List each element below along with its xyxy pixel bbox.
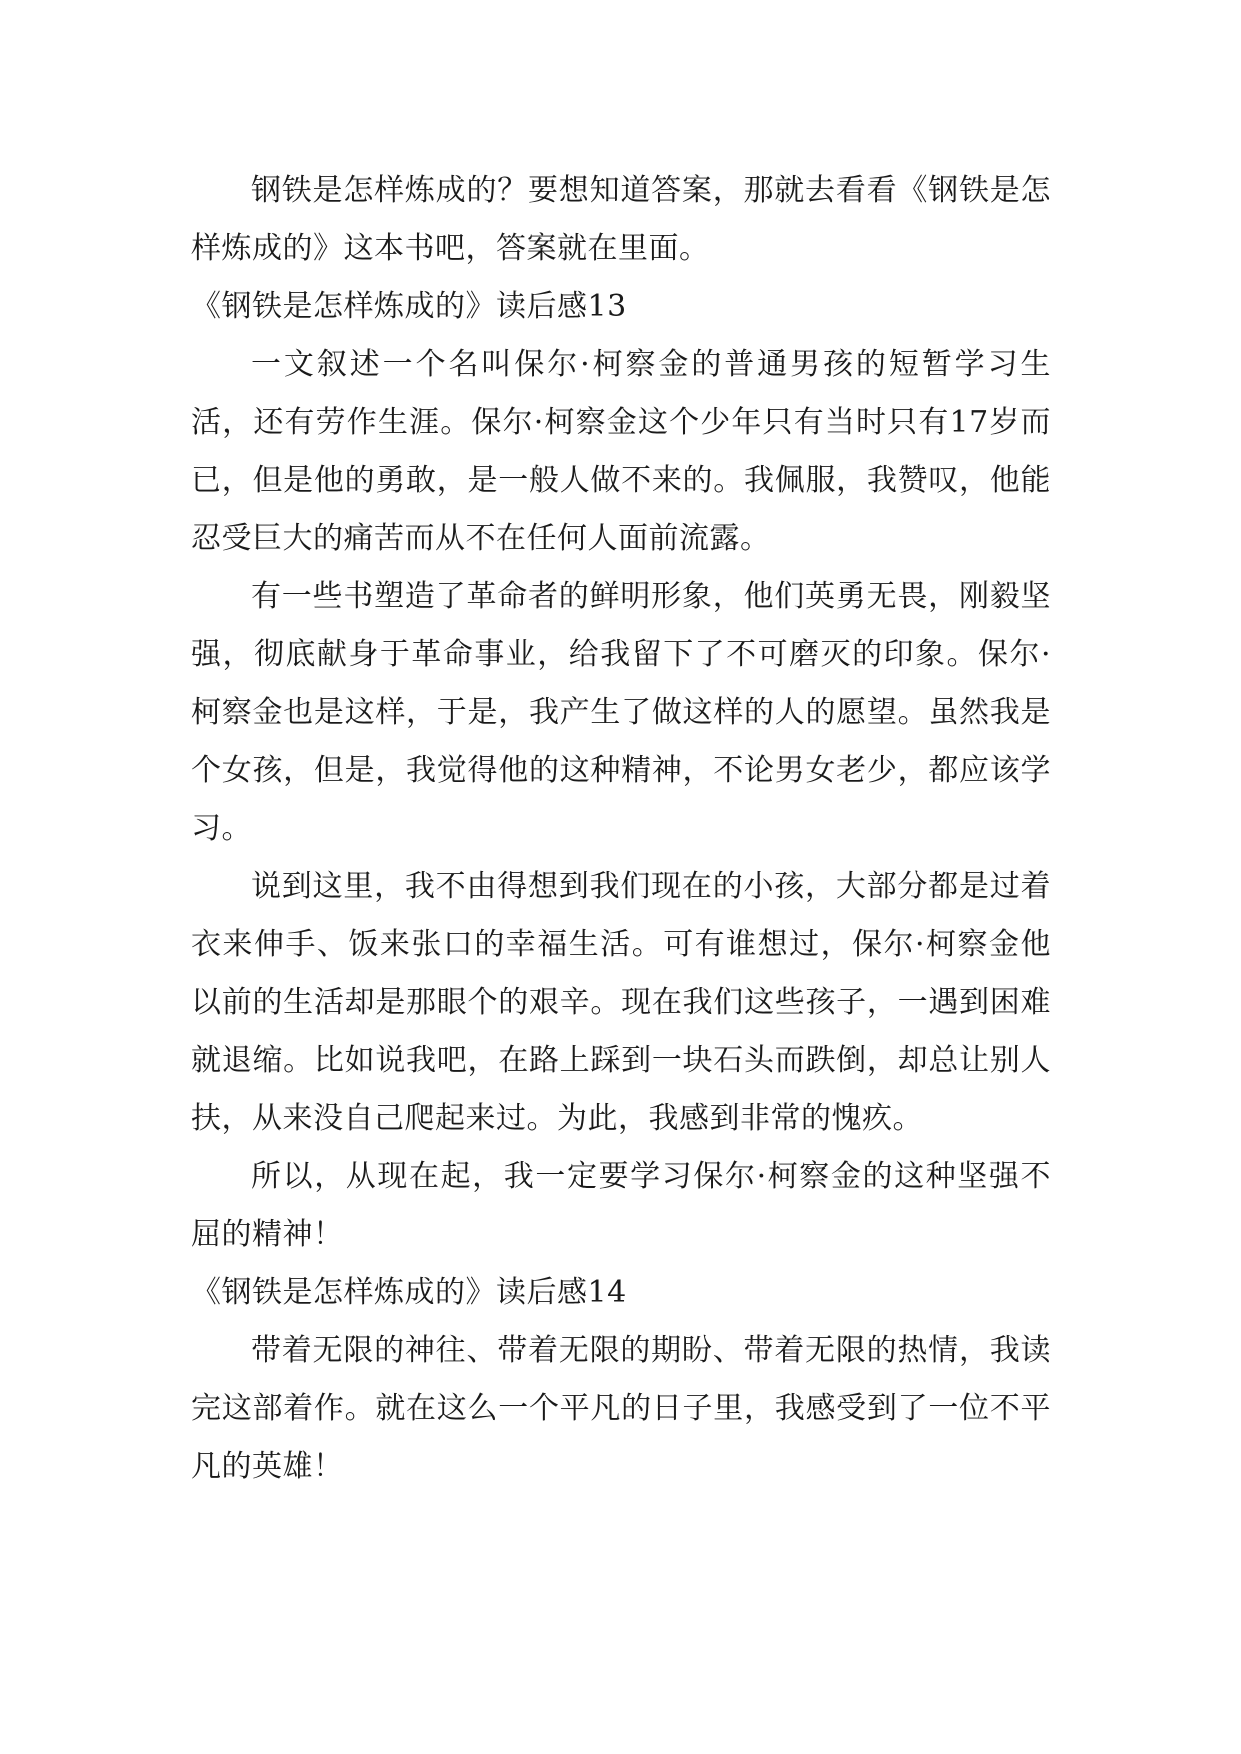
paragraph-resolution: 所以，从现在起，我一定要学习保尔·柯察金的这种坚强不屈的精神！ xyxy=(191,1159,1051,1252)
paragraph-hero: 带着无限的神往、带着无限的期盼、带着无限的热情，我读完这部着作。就在这么一个平凡的日子里，我感受到了一位不平凡的英雄！ xyxy=(191,1333,1051,1484)
paragraph-revolutionary: 有一些书塑造了革命者的鲜明形象，他们英勇无畏，刚毅坚强，彻底献身于革命事业，给我留下了不可磨灭的印象。保尔·柯察金也是这样，于是，我产生了做这样的人的愿望。虽然我是个女孩，但是，我觉得他的这种精神，不论男女老少，都应该学习。 xyxy=(191,579,1051,846)
paragraph-children: 说到这里，我不由得想到我们现在的小孩，大部分都是过着衣来伸手、饭来张口的幸福生活。可有谁想过，保尔·柯察金他以前的生活却是那眼个的艰辛。现在我们这些孩子，一遇到困难就退缩。比如说我吧，在路上踩到一块石头而跌倒，却总让别人扶，从来没自己爬起来过。为此，我感到非常的愧疚。 xyxy=(191,869,1051,1136)
document-body xyxy=(191,162,1051,1496)
heading-review-13: 《钢铁是怎样炼成的》读后感13 xyxy=(191,289,627,324)
paragraph-answer: 钢铁是怎样炼成的？要想知道答案，那就去看看《钢铁是怎样炼成的》这本书吧，答案就在里面。 xyxy=(191,173,1051,266)
heading-review-14: 《钢铁是怎样炼成的》读后感14 xyxy=(191,1275,627,1310)
paragraph-intro: 一文叙述一个名叫保尔·柯察金的普通男孩的短暂学习生活，还有劳作生涯。保尔·柯察金这个少年只有当时只有17岁而已，但是他的勇敢，是一般人做不来的。我佩服，我赞叹，他能忍受巨大的痛苦而从不在任何人面前流露。 xyxy=(191,347,1051,556)
